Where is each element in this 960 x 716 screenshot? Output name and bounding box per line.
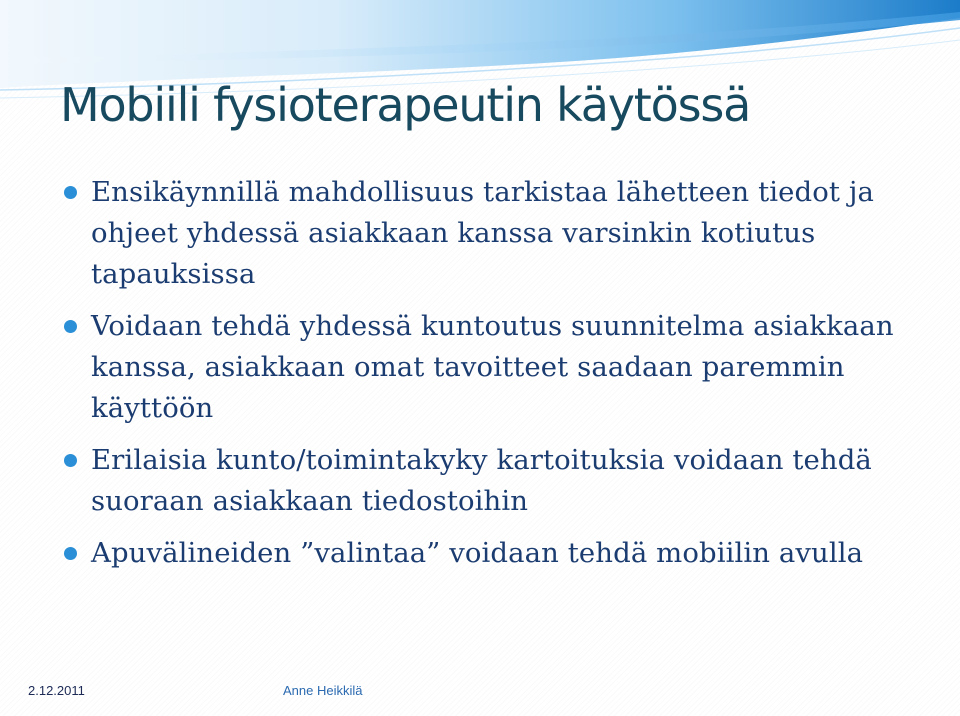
bullet-text: Erilaisia kunto/toimintakyky kartoituksia voidaan tehdä suoraan asiakkaan tiedostoihin [91,444,872,517]
bullet-item [64,306,924,429]
bullet-item [64,440,924,522]
bullet-item [64,533,924,574]
bullet-list [64,172,924,585]
footer-date: 2.12.2011 [28,683,85,698]
bullet-text: Apuvälineiden ”valintaa” voidaan tehdä mobiilin avulla [91,537,864,569]
bullet-dot-icon [64,454,77,467]
slide-title: Mobiili fysioterapeutin käytössä [60,78,751,132]
footer-author: Anne Heikkilä [283,683,363,698]
bullet-dot-icon [64,320,77,333]
bullet-text: Ensikäynnillä mahdollisuus tarkistaa lähetteen tiedot ja ohjeet yhdessä asiakkaan kanssa varsinkin kotiutus tapauksissa [91,176,874,290]
bullet-item [64,172,924,295]
bullet-dot-icon [64,547,77,560]
bullet-text: Voidaan tehdä yhdessä kuntoutus suunnitelma asiakkaan kanssa, asiakkaan omat tavoitteet saadaan paremmin käyttöön [91,310,894,424]
bullet-dot-icon [64,186,77,199]
